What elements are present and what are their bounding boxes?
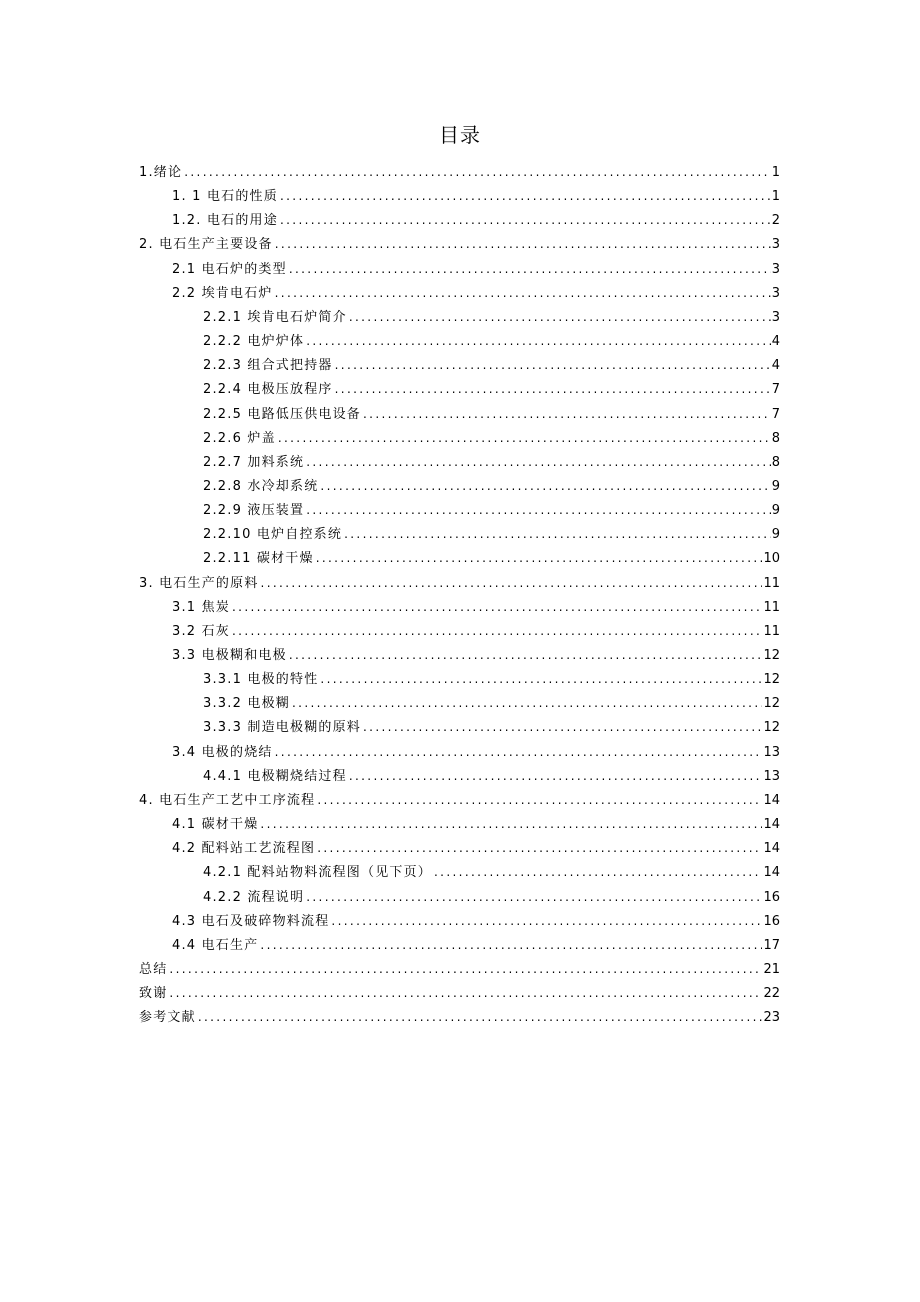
toc-entry-page: 9 <box>771 478 780 494</box>
toc-entry[interactable] <box>172 812 780 836</box>
toc-entry[interactable] <box>172 595 780 619</box>
toc-entry-label: 2.2.7 加料系统 <box>203 454 305 470</box>
toc-leader-dots <box>306 450 771 474</box>
toc-leader-dots <box>363 402 771 426</box>
toc-entry-label: 4.2.2 流程说明 <box>203 889 305 905</box>
toc-entry[interactable] <box>172 740 780 764</box>
toc-entry-page: 23 <box>763 1010 780 1026</box>
toc-entry-page: 1 <box>771 189 780 205</box>
toc-entry[interactable] <box>172 933 780 957</box>
toc-entry-page: 16 <box>763 889 780 905</box>
toc-entry-label: 3.4 电极的烧结 <box>172 744 273 760</box>
toc-entry-page: 13 <box>763 768 780 784</box>
toc-entry[interactable] <box>203 860 780 884</box>
toc-entry-label: 2.2.1 埃肯电石炉简介 <box>203 309 347 325</box>
toc-entry[interactable] <box>139 571 780 595</box>
toc-entry-page: 3 <box>771 237 780 253</box>
toc-entry[interactable] <box>203 715 780 739</box>
toc-entry[interactable] <box>139 160 780 184</box>
toc-entry-label: 3.2 石灰 <box>172 623 231 639</box>
toc-entry-label: 3.3.2 电极糊 <box>203 696 291 712</box>
toc-entry-page: 12 <box>763 696 780 712</box>
toc-leader-dots <box>349 764 763 788</box>
toc-leader-dots <box>278 426 771 450</box>
toc-entry-page: 16 <box>763 913 780 929</box>
toc-leader-dots <box>344 522 771 546</box>
toc-leader-dots <box>331 909 762 933</box>
toc-entry-page: 14 <box>763 865 780 881</box>
toc-entry-page: 22 <box>763 986 780 1002</box>
toc-entry[interactable] <box>172 619 780 643</box>
toc-entry[interactable] <box>172 836 780 860</box>
toc-leader-dots <box>280 184 771 208</box>
toc-entry-label: 2.2.8 水冷却系统 <box>203 478 319 494</box>
toc-leader-dots <box>280 208 771 232</box>
toc-entry[interactable] <box>203 498 780 522</box>
toc-entry[interactable] <box>203 691 780 715</box>
toc-leader-dots <box>317 788 762 812</box>
toc-entry-label: 2.2.4 电极压放程序 <box>203 382 333 398</box>
toc-entry-label: 1.2. 电石的用途 <box>172 213 278 229</box>
toc-leader-dots <box>317 836 762 860</box>
toc-entry-label: 3.3.1 电极的特性 <box>203 672 319 688</box>
toc-entry[interactable] <box>203 426 780 450</box>
toc-entry-page: 12 <box>763 672 780 688</box>
toc-entry-label: 3.3 电极糊和电极 <box>172 648 287 663</box>
toc-leader-dots <box>198 1005 763 1029</box>
toc-entry-label: 2.2.5 电路低压供电设备 <box>203 406 362 422</box>
toc-entry[interactable] <box>172 909 780 933</box>
toc-entry[interactable] <box>172 184 780 208</box>
toc-entry-page: 7 <box>771 382 780 398</box>
toc-entry-label: 1. 1 电石的性质 <box>172 189 278 205</box>
toc-leader-dots <box>306 885 762 909</box>
toc-leader-dots <box>275 232 771 256</box>
toc-entry[interactable] <box>203 450 780 474</box>
toc-entry[interactable] <box>172 208 780 232</box>
toc-entry[interactable] <box>203 402 780 426</box>
toc-entry-page: 11 <box>763 599 780 615</box>
toc-entry[interactable] <box>139 1005 780 1029</box>
toc-leader-dots <box>316 546 763 570</box>
toc-entry-page: 3 <box>771 261 780 277</box>
toc-leader-dots <box>306 498 771 522</box>
toc-entry-label: 3. 电石生产的原料 <box>139 575 259 591</box>
toc-leader-dots <box>289 257 771 281</box>
toc-leader-dots <box>232 619 762 643</box>
toc-leader-dots <box>275 740 763 764</box>
toc-leader-dots <box>184 160 771 184</box>
toc-entry-page: 7 <box>771 406 780 422</box>
toc-entry-label: 4.2 配料站工艺流程图 <box>172 841 316 857</box>
toc-entry[interactable] <box>203 764 780 788</box>
toc-leader-dots <box>335 353 771 377</box>
toc-entry[interactable] <box>203 305 780 329</box>
toc-leader-dots <box>232 595 762 619</box>
toc-entry-label: 2.2.2 电炉炉体 <box>203 334 305 350</box>
toc-entry-page: 3 <box>771 309 780 325</box>
toc-entry-page: 11 <box>763 575 780 591</box>
toc-entry[interactable] <box>172 643 780 667</box>
toc-entry[interactable] <box>203 377 780 401</box>
toc-entry[interactable] <box>203 522 780 546</box>
toc-entry-label: 2.2.10 电炉自控系统 <box>203 527 343 543</box>
toc-entry-label: 4.3 电石及破碎物料流程 <box>172 913 330 929</box>
toc-leader-dots <box>320 667 762 691</box>
toc-entry[interactable] <box>139 232 780 256</box>
toc-entry-label: 4.4.1 电极糊烧结过程 <box>203 768 347 784</box>
toc-entry-page: 9 <box>771 503 780 519</box>
page-title: 目录 <box>439 123 481 147</box>
toc-leader-dots <box>306 329 771 353</box>
toc-leader-dots <box>434 860 762 884</box>
toc-leader-dots <box>275 281 771 305</box>
toc-leader-dots <box>335 377 771 401</box>
toc-entry-label: 2.1 电石炉的类型 <box>172 261 287 277</box>
toc-entry[interactable] <box>203 474 780 498</box>
toc-entry[interactable] <box>172 257 780 281</box>
toc-leader-dots <box>169 957 762 981</box>
toc-entry[interactable] <box>203 329 780 353</box>
toc-entry-label: 3.1 焦炭 <box>172 599 231 615</box>
toc-entry[interactable] <box>139 957 780 981</box>
toc-entry-page: 2 <box>771 213 780 229</box>
toc-entry-label: 2.2 埃肯电石炉 <box>172 285 273 301</box>
toc-entry[interactable] <box>203 353 780 377</box>
toc-entry-label: 2.2.11 碳材干燥 <box>203 551 314 567</box>
toc-entry-page: 14 <box>763 792 780 808</box>
toc-entry-page: 1 <box>771 165 780 180</box>
toc-entry-label: 2. 电石生产主要设备 <box>139 237 273 253</box>
toc-entry-label: 致谢 <box>139 986 168 1002</box>
toc-entry-label: 1.绪论 <box>139 165 183 180</box>
toc-entry-label: 2.2.6 炉盖 <box>203 430 276 446</box>
toc-entry-label: 参考文献 <box>139 1010 196 1026</box>
toc-entry-page: 10 <box>763 551 780 567</box>
toc-entry-page: 9 <box>771 527 780 543</box>
toc-entry-page: 4 <box>771 358 780 374</box>
toc-entry[interactable] <box>203 546 780 570</box>
toc-entry-page: 4 <box>771 334 780 350</box>
toc-entry[interactable] <box>203 885 780 909</box>
toc-entry-label: 3.3.3 制造电极糊的原料 <box>203 720 362 736</box>
toc-entry[interactable] <box>139 788 780 812</box>
toc-entry-page: 12 <box>763 648 780 663</box>
toc-entry-page: 11 <box>763 623 780 639</box>
toc-entry-label: 4. 电石生产工艺中工序流程 <box>139 792 316 808</box>
toc-entry-page: 17 <box>763 937 780 953</box>
toc-leader-dots <box>292 691 762 715</box>
toc-entry[interactable] <box>139 981 780 1005</box>
toc-entry-page: 13 <box>763 744 780 760</box>
toc-entry-label: 2.2.9 液压装置 <box>203 503 305 519</box>
toc-leader-dots <box>261 571 763 595</box>
toc-leader-dots <box>349 305 771 329</box>
toc-entry-label: 4.1 碳材干燥 <box>172 817 259 833</box>
toc-entry-page: 14 <box>763 841 780 857</box>
toc-entry-page: 8 <box>771 454 780 470</box>
toc-entry-page: 8 <box>771 430 780 446</box>
toc-entry-label: 总结 <box>139 961 168 977</box>
toc-entry-label: 4.4 电石生产 <box>172 937 259 953</box>
toc-leader-dots <box>260 933 762 957</box>
toc-entry[interactable] <box>203 667 780 691</box>
toc-entry-page: 21 <box>763 961 780 977</box>
toc-entry-page: 14 <box>763 817 780 833</box>
toc-entry-page: 12 <box>763 720 780 736</box>
toc-entry[interactable] <box>172 281 780 305</box>
toc-leader-dots <box>289 643 763 667</box>
toc-leader-dots <box>260 812 762 836</box>
toc-leader-dots <box>320 474 770 498</box>
toc-entry-label: 4.2.1 配料站物料流程图（见下页） <box>203 865 433 881</box>
toc-leader-dots <box>363 715 762 739</box>
toc-leader-dots <box>169 981 762 1005</box>
toc-entry-label: 2.2.3 组合式把持器 <box>203 358 333 374</box>
toc-entry-page: 3 <box>771 285 780 301</box>
